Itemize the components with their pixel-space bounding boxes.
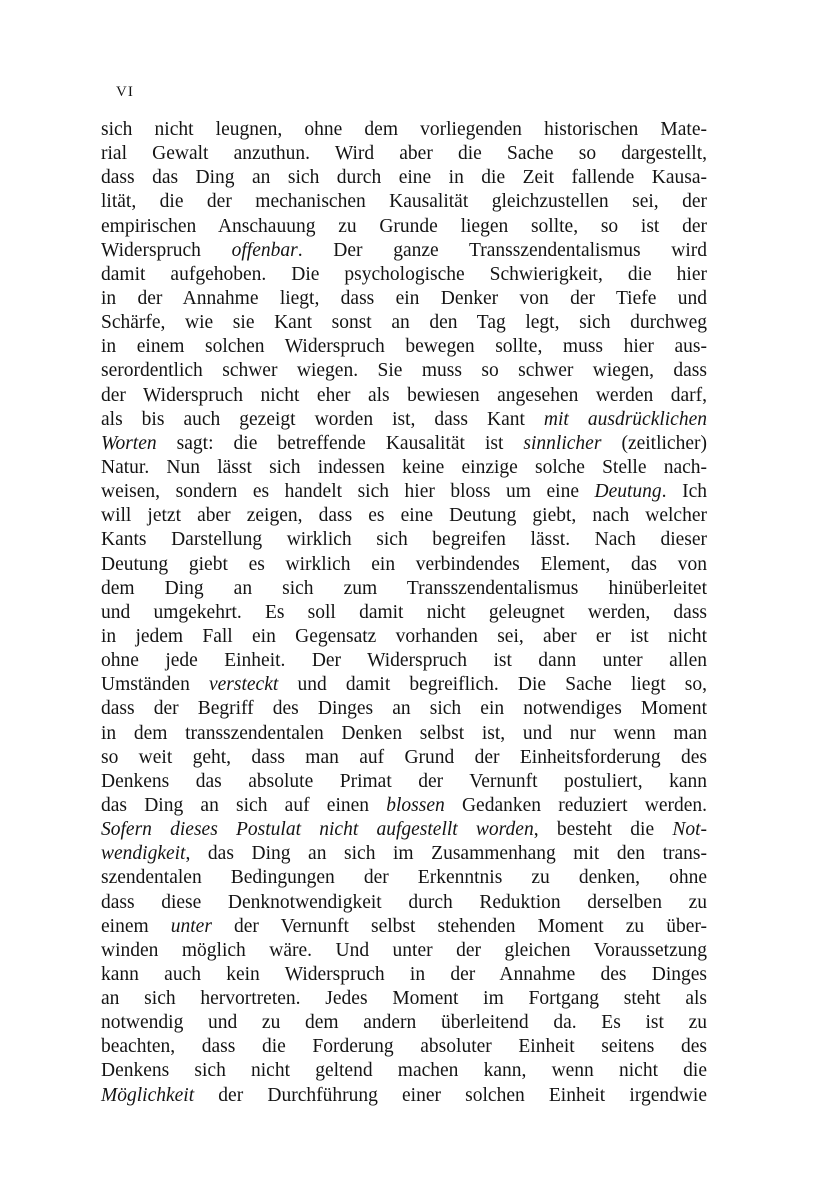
text-segment: damit aufgehoben. Die psychologische Schwierigkeit, die hier [101,263,707,285]
text-line [101,142,707,166]
italic-emphasis: versteckt [208,674,279,696]
italic-emphasis: wendigkeit [101,843,186,865]
text-segment: dass diese Denknotwendigkeit durch Reduktion derselben zu [101,891,707,913]
text-line [101,239,707,263]
text-line [101,794,707,818]
text-line [101,1011,707,1035]
text-line [101,190,707,214]
text-line [101,456,707,480]
text-line [101,1059,707,1083]
text-segment: Widerspruch [101,239,232,261]
text-line [101,842,707,866]
text-line [101,480,707,504]
text-line [101,915,707,939]
text-segment: dass der Begriff des Dinges an sich ein notwendiges Moment [101,698,707,720]
text-line [101,166,707,190]
text-line [101,722,707,746]
text-segment: der Durchführung einer solchen Einheit irgendwie [194,1084,707,1106]
text-line [101,939,707,963]
text-segment: als bis auch gezeigt worden ist, dass Kant [101,408,544,430]
text-segment: . Ich [661,481,707,503]
text-segment: dem Ding an sich zum Transszendentalismus hinüberleitet [101,577,707,599]
text-line [101,697,707,721]
text-line [101,818,707,842]
text-segment: will jetzt aber zeigen, dass es eine Deutung giebt, nach welcher [101,505,707,527]
text-segment: so weit geht, dass man auf Grund der Einheitsforderung des [101,746,707,768]
text-segment: an sich hervortreten. Jedes Moment im Fortgang steht als [101,988,707,1010]
text-line [101,504,707,528]
text-segment: , besteht die [533,819,673,841]
italic-emphasis: Deutung [594,481,662,503]
text-segment: Denkens sich nicht geltend machen kann, wenn nicht die [101,1060,707,1082]
text-segment: lität, die der mechanischen Kausalität gleichzustellen sei, der [101,191,707,213]
text-segment: der Widerspruch nicht eher als bewiesen angesehen werden darf, [101,384,707,406]
text-line [101,770,707,794]
italic-emphasis: unter [170,915,212,937]
italic-emphasis: Sofern dieses Postulat nicht aufgestellt worden [101,819,534,841]
text-segment: (zeitlicher) [601,432,707,454]
text-segment: szendentalen Bedingungen der Erkenntnis zu denken, ohne [101,867,707,889]
text-segment: . Der ganze Transszendentalismus wird [297,239,707,261]
text-segment: empirischen Anschauung zu Grunde liegen sollte, so ist der [101,215,707,237]
text-segment: das Ding an sich auf einen [101,794,387,816]
text-line [101,311,707,335]
text-line [101,891,707,915]
text-segment: kann auch kein Widerspruch in der Annahme des Dinges [101,963,707,985]
text-line [101,649,707,673]
text-segment: Denkens das absolute Primat der Vernunft postuliert, kann [101,770,707,792]
text-segment: Natur. Nun lässt sich indessen keine einzige solche Stelle nach- [101,456,707,478]
text-segment: Kants Darstellung wirklich sich begreifen lässt. Nach dieser [101,529,707,551]
text-line [101,287,707,311]
text-segment: sich nicht leugnen, ohne dem vorliegenden historischen Mate- [101,119,707,140]
text-segment: serordentlich schwer wiegen. Sie muss so schwer wiegen, dass [101,360,707,382]
text-line [101,408,707,432]
italic-emphasis: Worten [101,432,157,454]
text-segment: einem [101,915,171,937]
text-segment: Umständen [101,674,209,696]
text-line [101,553,707,577]
text-segment: und umgekehrt. Es soll damit nicht geleugnet werden, dass [101,601,707,623]
text-segment: winden möglich wäre. Und unter der gleichen Voraussetzung [101,939,707,961]
text-line [101,601,707,625]
text-segment: dass das Ding an sich durch eine in die Zeit fallende Kausa- [101,167,707,189]
italic-emphasis: Not- [672,819,708,841]
text-segment: in einem solchen Widerspruch bewegen sollte, muss hier aus- [101,336,707,358]
text-line [101,215,707,239]
text-segment: notwendig und zu dem andern überleitend da. Es ist zu [101,1012,707,1034]
text-segment: , das Ding an sich im Zusammenhang mit den trans- [185,843,707,865]
text-segment: in dem transszendentalen Denken selbst ist, und nur wenn man [101,722,707,744]
text-segment: beachten, dass die Forderung absoluter Einheit seitens des [101,1036,707,1058]
text-line [101,359,707,383]
italic-emphasis: mit ausdrücklichen [543,408,707,430]
text-line [101,263,707,287]
italic-emphasis: offenbar [231,239,298,261]
text-line [101,1084,707,1108]
italic-emphasis: sinnlicher [523,432,602,454]
text-line [101,118,707,142]
text-line [101,963,707,987]
text-line [101,673,707,697]
text-line [101,528,707,552]
text-segment: rial Gewalt anzuthun. Wird aber die Sache so dargestellt, [101,143,707,165]
text-line [101,866,707,890]
text-segment: Deutung giebt es wirklich ein verbindendes Element, das von [101,553,707,575]
italic-emphasis: Möglichkeit [101,1084,195,1106]
text-line [101,384,707,408]
text-line [101,335,707,359]
text-line [101,746,707,770]
text-line [101,577,707,601]
text-segment: der Vernunft selbst stehenden Moment zu über- [211,915,707,937]
italic-emphasis: blossen [386,794,445,816]
page-number: VI [116,84,134,100]
text-segment: Schärfe, wie sie Kant sonst an den Tag legt, sich durchweg [101,312,707,334]
text-segment: in jedem Fall ein Gegensatz vorhanden sei, aber er ist nicht [101,625,707,647]
text-line [101,1035,707,1059]
text-segment: Gedanken reduziert werden. [444,794,707,816]
text-segment: sagt: die betreffende Kausalität ist [156,432,524,454]
text-segment: in der Annahme liegt, dass ein Denker von der Tiefe und [101,287,707,309]
text-line [101,625,707,649]
text-segment: und damit begreiflich. Die Sache liegt so, [278,674,707,696]
text-line [101,432,707,456]
text-segment: ohne jede Einheit. Der Widerspruch ist dann unter allen [101,650,707,672]
body-text [101,118,707,1108]
text-segment: weisen, sondern es handelt sich hier bloss um eine [101,481,595,503]
text-line [101,987,707,1011]
